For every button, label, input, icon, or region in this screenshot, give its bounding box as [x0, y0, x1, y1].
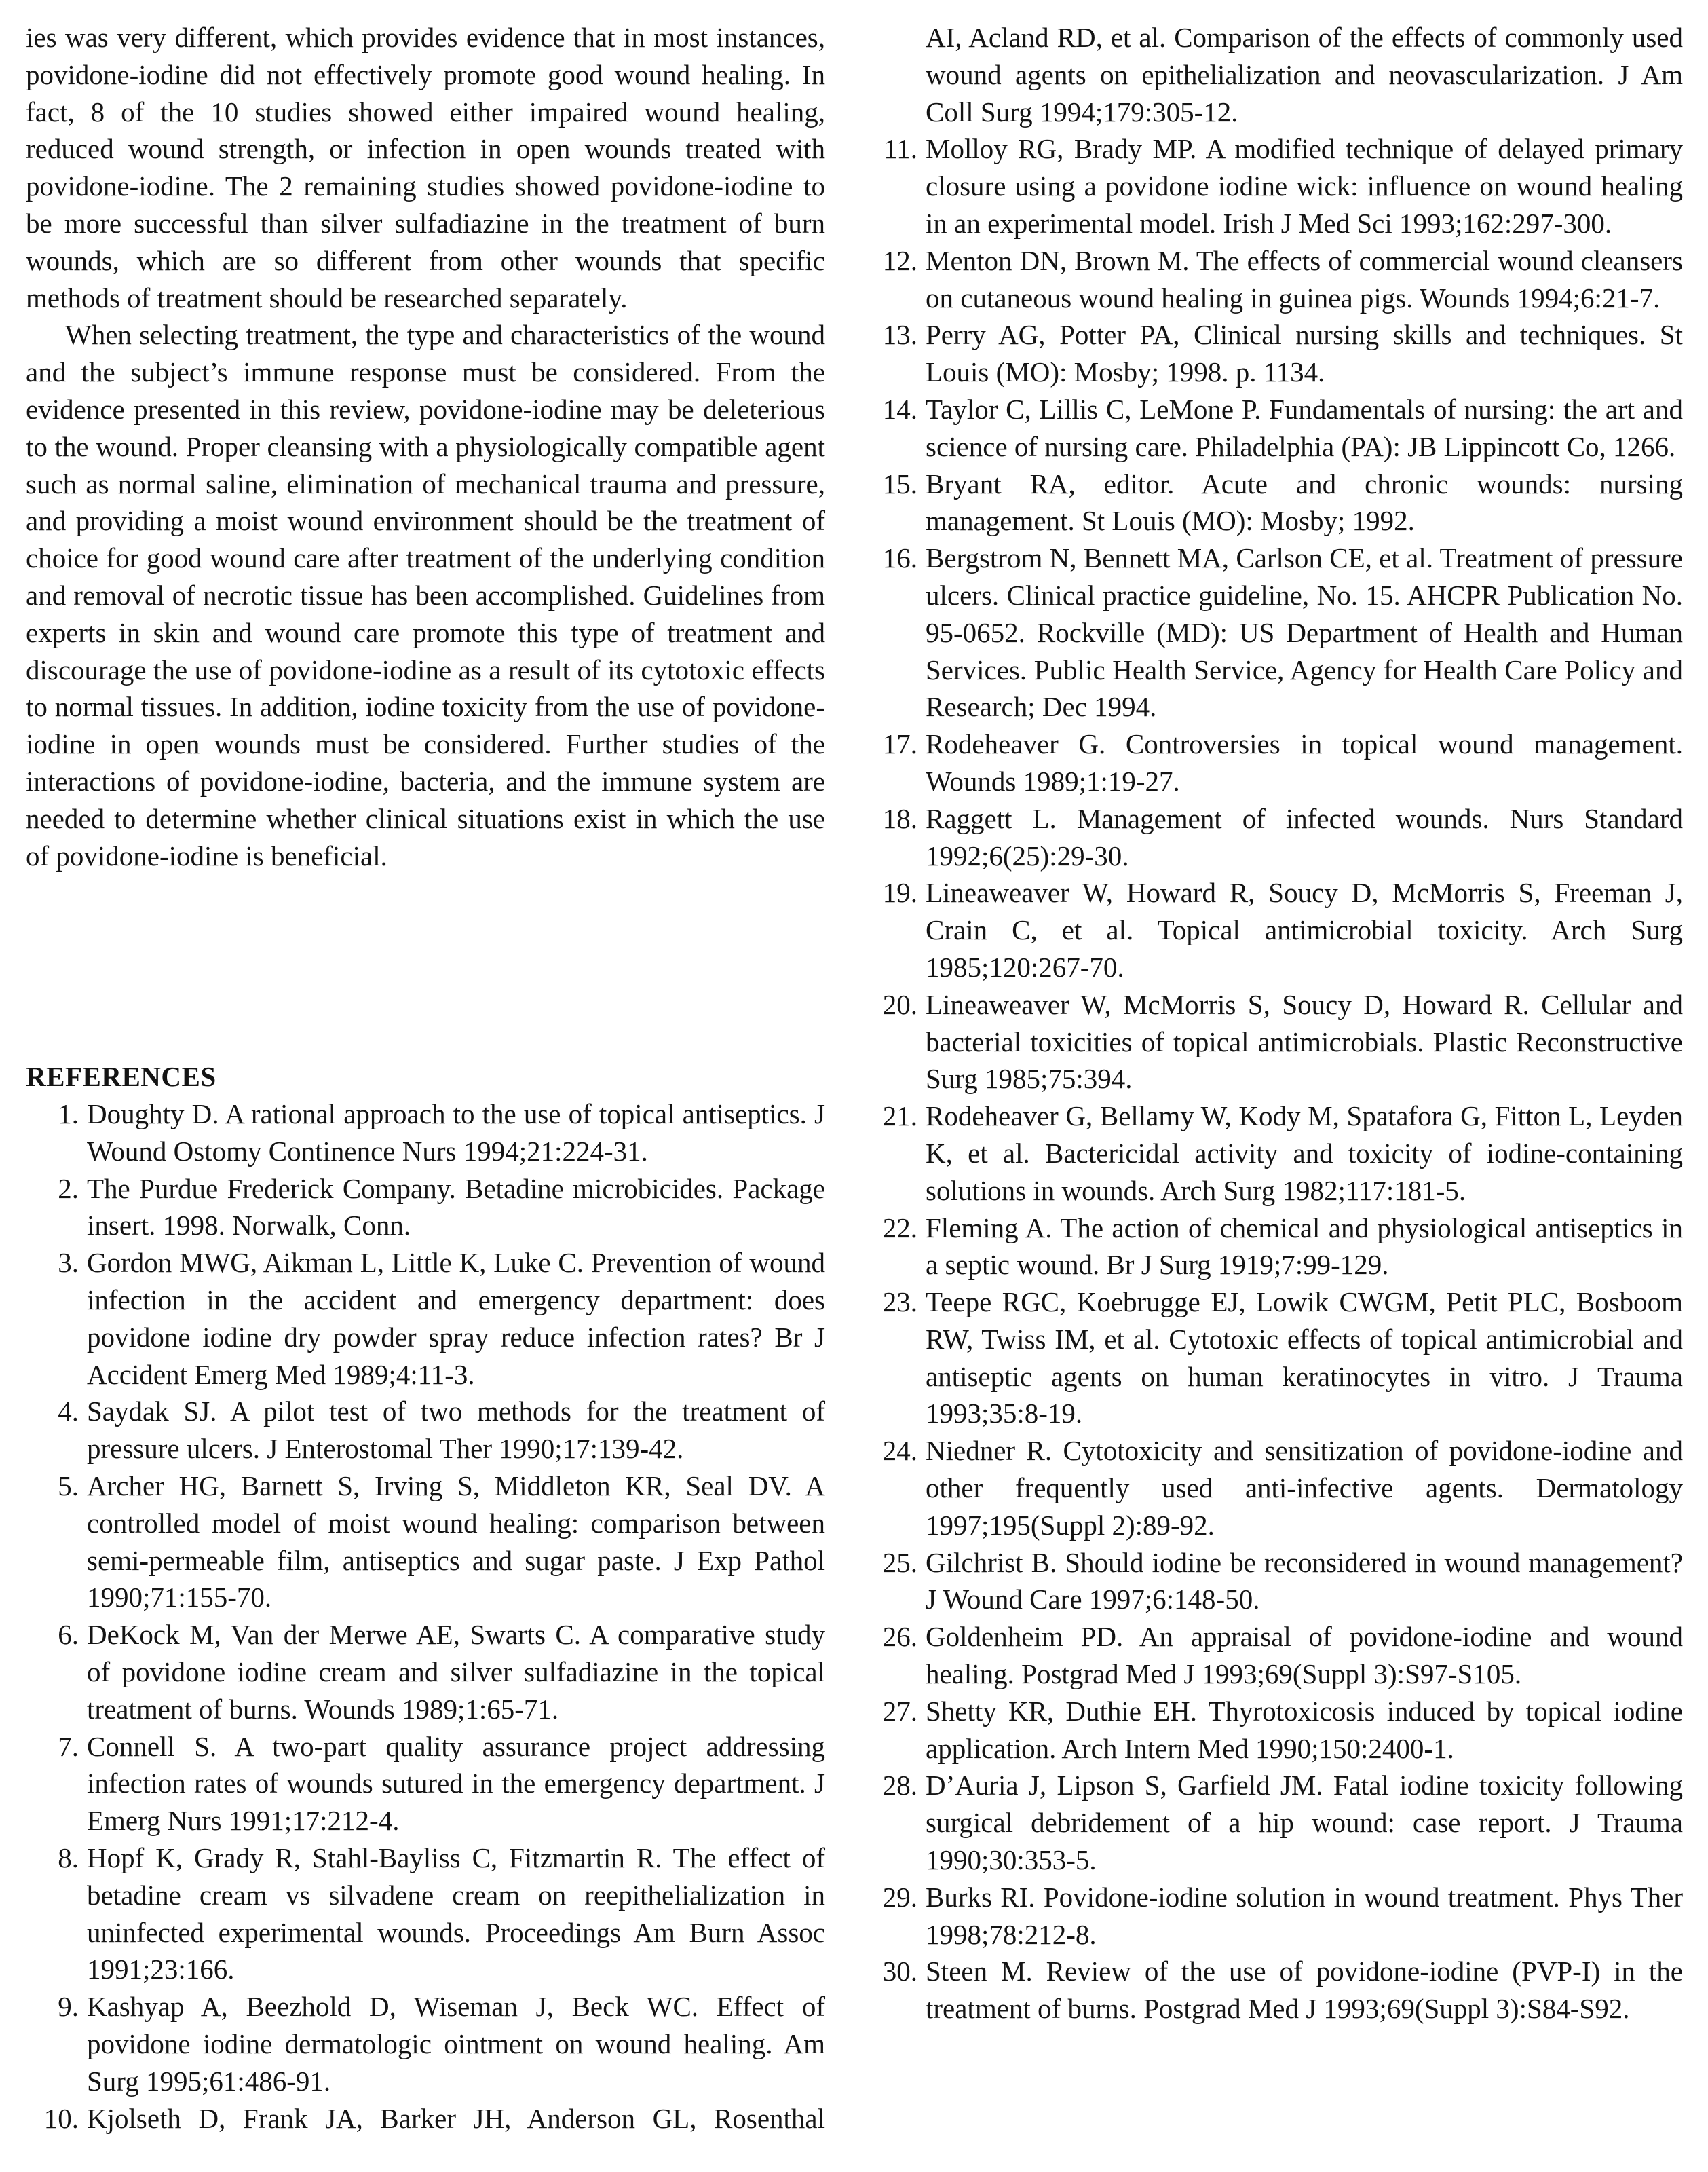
reference-number: 6.: [58, 1619, 79, 1651]
reference-text: Hopf K, Grady R, Stahl-Bayliss C, Fitzmartin R. The effect of betadine cream vs silvadene cream on reepithelialization in uninfected experimental wounds. Proceedings Am Burn Assoc 1991;23:166.: [87, 1841, 825, 1985]
reference-item: [865, 1098, 1683, 1209]
reference-item: [865, 1210, 1683, 1284]
reference-item: [865, 391, 1683, 466]
reference-text: Archer HG, Barnett S, Irving S, Middleton KR, Seal DV. A controlled model of moist wound healing: comparison between semi-permeable film, antiseptics and sugar paste. J Exp Pathol 1990;71:155-70.: [87, 1469, 825, 1613]
reference-item: [26, 1839, 825, 1988]
reference-text: Taylor C, Lillis C, LeMone P. Fundamentals of nursing: the art and science of nursing care. Philadelphia (PA): JB Lippincott Co, 1266.: [926, 393, 1683, 462]
reference-item: [865, 1432, 1683, 1543]
reference-item: [865, 1767, 1683, 1878]
reference-text: Gordon MWG, Aikman L, Little K, Luke C. Prevention of wound infection in the accident and emergency department: does povidone iodine dry powder spray reduce infection rates? Br J Accident Emerg Med 1989;4:11-3.: [87, 1247, 825, 1390]
reference-number: 14.: [882, 393, 917, 425]
reference-item: [865, 1618, 1683, 1693]
reference-number: 12.: [882, 244, 917, 276]
reference-item: [26, 1988, 825, 2099]
reference-text: Raggett L. Management of infected wounds. Nurs Standard 1992;6(25):29-30.: [926, 802, 1683, 872]
reference-number: 13.: [882, 319, 917, 351]
reference-item: [865, 1953, 1683, 2027]
reference-list-left: [26, 1096, 825, 2137]
reference-number: 26.: [882, 1621, 917, 1653]
reference-text: Fleming A. The action of chemical and physiological antiseptics in a septic wound. Br J Surg 1919;7:99-129.: [926, 1212, 1683, 1281]
reference-text: Lineaweaver W, McMorris S, Soucy D, Howard R. Cellular and bacterial toxicities of topical antimicrobials. Plastic Reconstructive Surg 1985;75:394.: [926, 988, 1683, 1095]
reference-number: 28.: [882, 1770, 917, 1801]
reference-text: D’Auria J, Lipson S, Garfield JM. Fatal iodine toxicity following surgical debridement of a hip wound: case report. J Trauma 1990;30:353-5.: [926, 1770, 1683, 1876]
reference-text: Kashyap A, Beezhold D, Wiseman J, Beck WC. Effect of povidone iodine dermatologic ointment on wound healing. Am Surg 1995;61:486-91.: [87, 1991, 825, 2097]
reference-text: Perry AG, Potter PA, Clinical nursing skills and techniques. St Louis (MO): Mosby; 1998. p. 1134.: [926, 319, 1683, 388]
reference-item: [26, 1170, 825, 1245]
reference-item-continuation: [865, 19, 1683, 130]
reference-item: [865, 1693, 1683, 1767]
reference-item: [865, 242, 1683, 317]
reference-text: AI, Acland RD, et al. Comparison of the effects of commonly used wound agents on epithelialization and neovascularization. J Am Coll Surg 1994;179:305-12.: [926, 22, 1683, 128]
reference-item: [26, 1393, 825, 1467]
reference-text: Bergstrom N, Bennett MA, Carlson CE, et al. Treatment of pressure ulcers. Clinical practice guideline, No. 15. AHCPR Publication No. 95-0652. Rockville (MD): US Department of Health and Human Services. Public Health Service, Agency for Health Care Policy and Research; Dec 1994.: [926, 542, 1683, 723]
reference-number: 19.: [882, 877, 917, 909]
reference-item: [865, 726, 1683, 800]
reference-item: [865, 540, 1683, 726]
reference-number: 25.: [882, 1546, 917, 1578]
reference-number: 24.: [882, 1435, 917, 1467]
reference-item: [865, 130, 1683, 242]
reference-number: 5.: [58, 1469, 79, 1501]
reference-item: [26, 1096, 825, 1170]
reference-number: 18.: [882, 802, 917, 834]
reference-text: Shetty KR, Duthie EH. Thyrotoxicosis induced by topical iodine application. Arch Intern Med 1990;150:2400-1.: [926, 1695, 1683, 1764]
reference-number: 8.: [58, 1841, 79, 1873]
reference-number: 3.: [58, 1247, 79, 1279]
reference-text: Goldenheim PD. An appraisal of povidone-iodine and wound healing. Postgrad Med J 1993;69(Suppl 3):S97-S105.: [926, 1621, 1683, 1690]
reference-item: [26, 1244, 825, 1393]
reference-text: Gilchrist B. Should iodine be reconsidered in wound management? J Wound Care 1997;6:148-50.: [926, 1546, 1683, 1615]
reference-number: 27.: [882, 1695, 917, 1727]
reference-text: Saydak SJ. A pilot test of two methods for the treatment of pressure ulcers. J Enterostomal Ther 1990;17:139-42.: [87, 1396, 825, 1465]
reference-item: [26, 1728, 825, 1839]
body-paragraph: When selecting treatment, the type and characteristics of the wound and the subject’s immune response must be considered. From the evidence presented in this review, povidone-iodine may be deleterious to the wound. Proper cleansing with a physiologically compatible agent such as normal saline, elimination of mechanical trauma and pressure, and providing a moist wound environment should be the treatment of choice for good wound care after treatment of the underlying condition and removal of necrotic tissue has been accomplished. Guidelines from experts in skin and wound care promote this type of treatment and discourage the use of povidone-iodine as a result of its cytotoxic effects to normal tissues. In addition, iodine toxicity from the use of povidone-iodine in open wounds must be considered. Further studies of the interactions of povidone-iodine, bacteria, and the immune system are needed to determine whether clinical situations exist in which the use of povidone-iodine is beneficial.: [26, 319, 825, 872]
reference-number: 15.: [882, 468, 917, 500]
reference-text: Molloy RG, Brady MP. A modified technique of delayed primary closure using a povidone iodine wick: influence on wound healing in an experimental model. Irish J Med Sci 1993;162:297-300.: [926, 133, 1683, 239]
reference-number: 29.: [882, 1881, 917, 1913]
reference-item: [865, 986, 1683, 1098]
reference-item: [865, 800, 1683, 875]
reference-number: 4.: [58, 1396, 79, 1427]
reference-list-right: [865, 19, 1683, 2027]
reference-number: 16.: [882, 542, 917, 574]
reference-number: 21.: [882, 1100, 917, 1132]
reference-text: Burks RI. Povidone-iodine solution in wound treatment. Phys Ther 1998;78:212-8.: [926, 1881, 1683, 1950]
reference-text: Rodeheaver G, Bellamy W, Kody M, Spatafora G, Fitton L, Leyden K, et al. Bactericidal activity and toxicity of iodine-containing solutions in wounds. Arch Surg 1982;117:181-5.: [926, 1100, 1683, 1206]
reference-text: Kjolseth D, Frank JA, Barker JH, Anderson GL, Rosenthal: [87, 2102, 825, 2134]
reference-number: 7.: [58, 1730, 79, 1762]
reference-number: 30.: [882, 1955, 917, 1987]
reference-text: Rodeheaver G. Controversies in topical wound management. Wounds 1989;1:19-27.: [926, 728, 1683, 797]
reference-item: [865, 1284, 1683, 1432]
reference-item: [865, 874, 1683, 986]
reference-number: 9.: [58, 1991, 79, 2023]
reference-number: 22.: [882, 1212, 917, 1243]
reference-text: Connell S. A two-part quality assurance project addressing infection rates of wounds sutured in the emergency department. J Emerg Nurs 1991;17:212-4.: [87, 1730, 825, 1837]
body-paragraph: ies was very different, which provides evidence that in most instances, povidone-iodine did not effectively promote good wound healing. In fact, 8 of the 10 studies showed either impaired wound healing, reduced wound strength, or infection in open wounds treated with povidone-iodine. The 2 remaining studies showed povidone-iodine to be more successful than silver sulfadiazine in the treatment of burn wounds, which are so different from other wounds that specific methods of treatment should be researched separately.: [26, 22, 825, 314]
reference-number: 10.: [43, 2102, 79, 2134]
reference-text: Niedner R. Cytotoxicity and sensitization of povidone-iodine and other frequently used anti-infective agents. Dermatology 1997;195(Suppl 2):89-92.: [926, 1435, 1683, 1541]
reference-number: 17.: [882, 728, 917, 760]
reference-item: [865, 1879, 1683, 1953]
references-heading: REFERENCES: [26, 1061, 216, 1092]
reference-item: [865, 316, 1683, 391]
reference-item: [865, 1544, 1683, 1619]
reference-number: 1.: [58, 1098, 79, 1129]
reference-text: Bryant RA, editor. Acute and chronic wounds: nursing management. St Louis (MO): Mosby; 1992.: [926, 468, 1683, 537]
reference-number: 11.: [884, 133, 917, 165]
reference-item: [26, 1616, 825, 1727]
reference-text: Teepe RGC, Koebrugge EJ, Lowik CWGM, Petit PLC, Bosboom RW, Twiss IM, et al. Cytotoxic effects of topical antimicrobial and antiseptic agents on human keratinocytes in vitro. J Trauma 1993;35:8-19.: [926, 1286, 1683, 1429]
reference-number: 20.: [882, 988, 917, 1020]
reference-item: [865, 466, 1683, 540]
reference-text: Lineaweaver W, Howard R, Soucy D, McMorris S, Freeman J, Crain C, et al. Topical antimicrobial toxicity. Arch Surg 1985;120:267-70.: [926, 877, 1683, 983]
reference-text: The Purdue Frederick Company. Betadine microbicides. Package insert. 1998. Norwalk, Conn.: [87, 1172, 825, 1241]
reference-number: 2.: [58, 1172, 79, 1204]
reference-text: Doughty D. A rational approach to the use of topical antiseptics. J Wound Ostomy Continence Nurs 1994;21:224-31.: [87, 1098, 825, 1167]
left-column: [26, 19, 825, 2134]
reference-text: Menton DN, Brown M. The effects of commercial wound cleansers on cutaneous wound healing in guinea pigs. Wounds 1994;6:21-7.: [926, 244, 1683, 314]
reference-number: 23.: [882, 1286, 917, 1318]
reference-text: DeKock M, Van der Merwe AE, Swarts C. A comparative study of povidone iodine cream and silver sulfadiazine in the topical treatment of burns. Wounds 1989;1:65-71.: [87, 1619, 825, 1725]
reference-text: Steen M. Review of the use of povidone-iodine (PVP-I) in the treatment of burns. Postgrad Med J 1993;69(Suppl 3):S84-S92.: [926, 1955, 1683, 2025]
reference-item: [26, 2100, 825, 2137]
reference-item: [26, 1467, 825, 1616]
